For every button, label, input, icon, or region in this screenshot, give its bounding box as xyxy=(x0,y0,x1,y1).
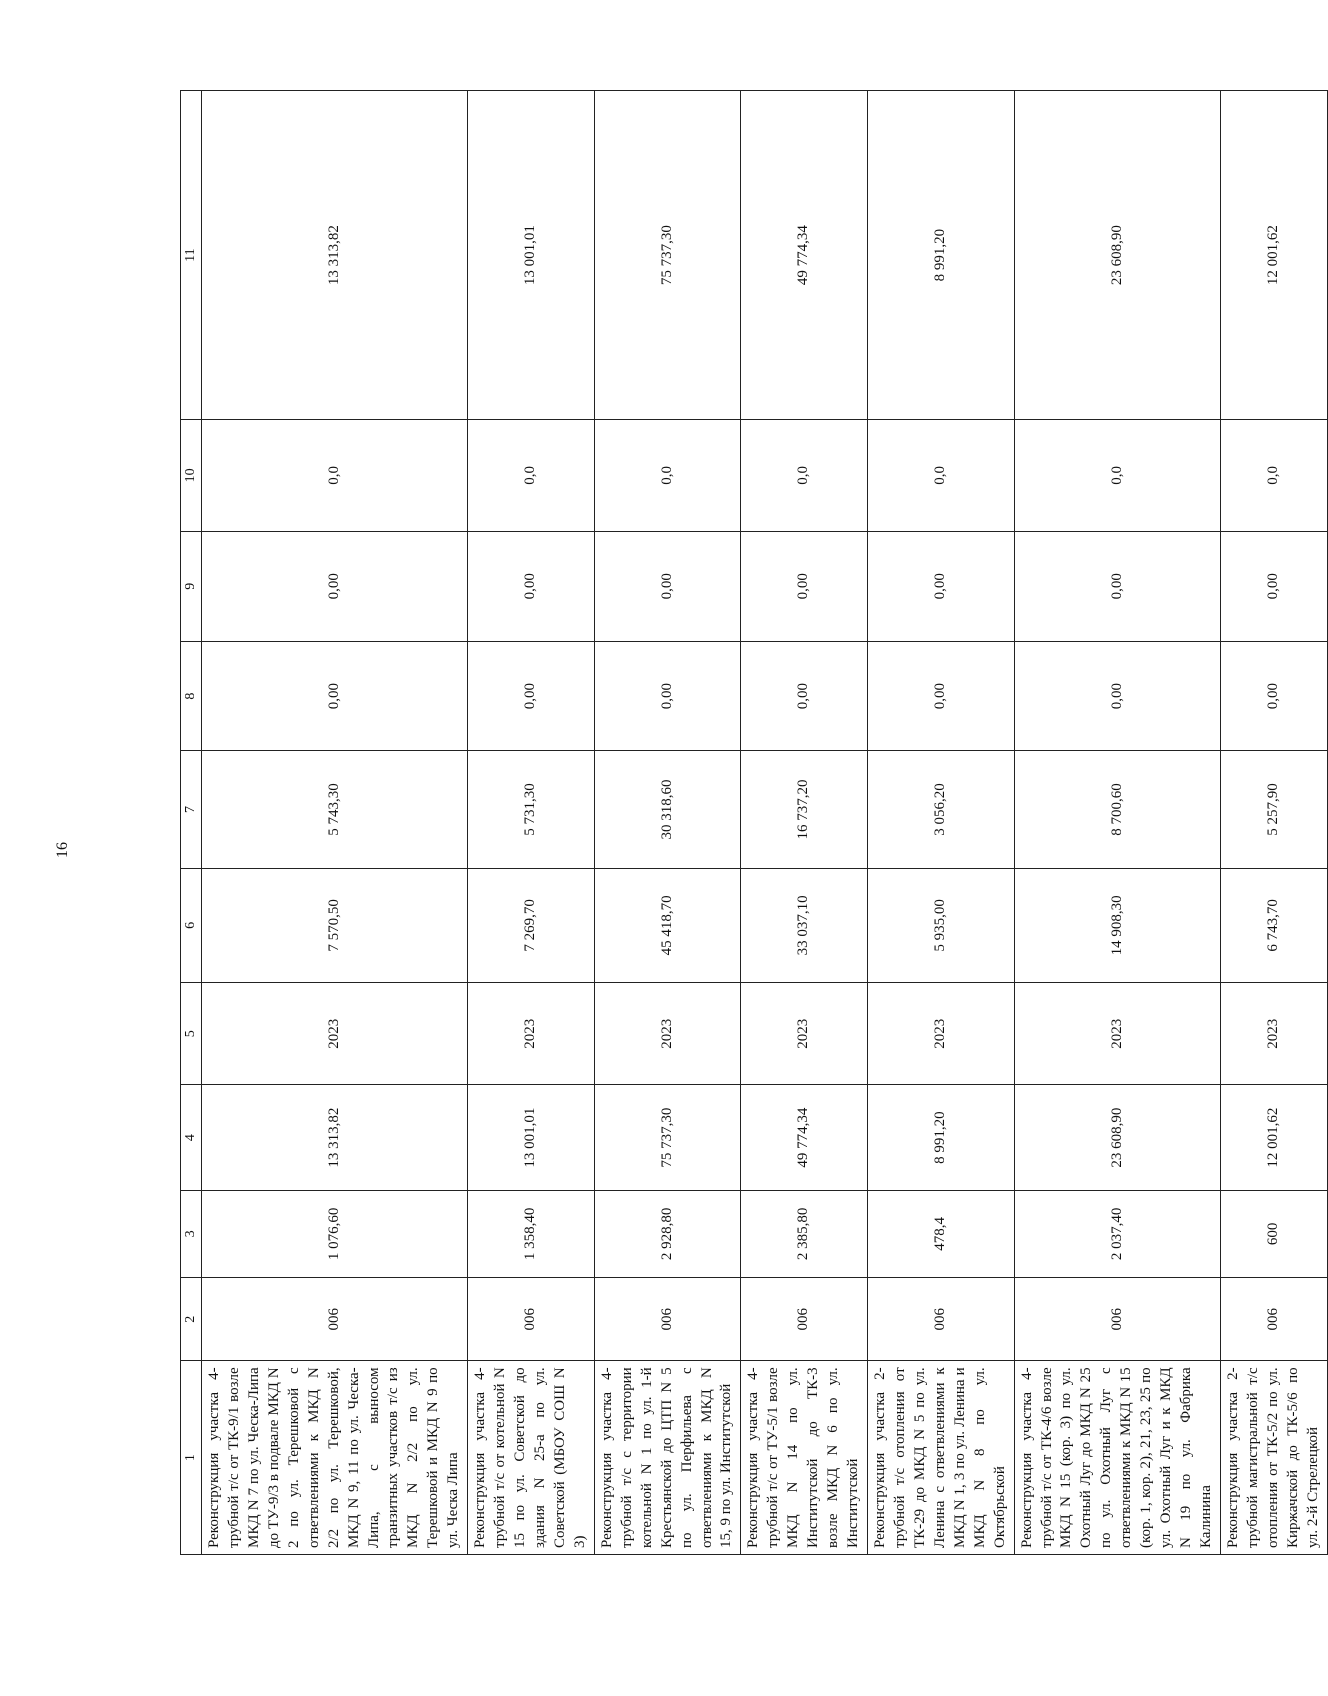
cost-col10-cell: 0,0 xyxy=(1014,420,1220,531)
code-cell: 006 xyxy=(1014,1278,1220,1361)
table-row xyxy=(1220,91,1327,1555)
cost-col10-cell: 0,0 xyxy=(594,420,741,531)
project-description-cell: Реконструкция участка 4-трубной т/с от ТК-9/1 возле МКД N 7 по ул. Ческа-Липа до ТУ-9/3 в подвале МКД N 2 по ул. Терешковой с ответвлениями к МКД N 2/2 по ул. Терешковой, МКД N 9, 11 по ул. Ческа-Липа, с выносом транзитных участков т/с из МКД N 2/2 по ул. Терешковой и МКД N 9 по ул. Ческа Липа xyxy=(202,1361,468,1555)
project-description-cell: Реконструкция участка 4-трубной т/с от котельной N 15 по ул. Советской до здания N 25-а по ул. Советской (МБОУ СОШ N 3) xyxy=(468,1361,595,1555)
cost-col6-cell: 14 908,30 xyxy=(1014,868,1220,982)
cost-col8-cell: 0,00 xyxy=(1220,641,1327,750)
project-description-cell: Реконструкция участка 4-трубной т/с от ТУ-5/1 возле МКД N 14 по ул. Институтской до ТК-3 возле МКД N 6 по ул. Институтской xyxy=(741,1361,868,1555)
header-cell: 11 xyxy=(181,91,202,420)
cost-col8-cell: 0,00 xyxy=(741,641,868,750)
cost-col8-cell: 0,00 xyxy=(1014,641,1220,750)
code-cell: 006 xyxy=(1220,1278,1327,1361)
header-cell: 8 xyxy=(181,641,202,750)
project-description-cell: Реконструкция участка 2-трубной магистральной т/с отопления от ТК-5/2 по ул. Киржачской до ТК-5/6 по ул. 2-й Стрелецкой xyxy=(1220,1361,1327,1555)
year-cell: 2023 xyxy=(202,983,468,1085)
length-cell: 2 928,80 xyxy=(594,1190,741,1277)
header-cell: 6 xyxy=(181,868,202,982)
header-cell: 4 xyxy=(181,1085,202,1190)
cost-col10-cell: 0,0 xyxy=(868,420,1015,531)
length-cell: 2 385,80 xyxy=(741,1190,868,1277)
cost-col10-cell: 0,0 xyxy=(468,420,595,531)
table-row xyxy=(868,91,1015,1555)
cost-col11-cell: 8 991,20 xyxy=(868,91,1015,420)
project-description-cell: Реконструкция участка 4-трубной т/с от ТК-4/6 возле МКД N 15 (кор. 3) по ул. Охотный Луг до МКД N 25 по ул. Охотный Луг с ответвлениями к МКД N 15 (кор. 1, кор. 2), 21, 23, 25 по ул. Охотный Луг и к МКД N 19 по ул. Фабрика Калинина xyxy=(1014,1361,1220,1555)
total-cost-cell: 23 608,90 xyxy=(1014,1085,1220,1190)
cost-col10-cell: 0,0 xyxy=(741,420,868,531)
total-cost-cell: 12 001,62 xyxy=(1220,1085,1327,1190)
header-cell: 1 xyxy=(181,1361,202,1555)
cost-col8-cell: 0,00 xyxy=(202,641,468,750)
cost-col7-cell: 5 257,90 xyxy=(1220,751,1327,868)
header-cell: 9 xyxy=(181,531,202,641)
cost-col6-cell: 7 570,50 xyxy=(202,868,468,982)
cost-col7-cell: 30 318,60 xyxy=(594,751,741,868)
table-row xyxy=(1014,91,1220,1555)
cost-col6-cell: 33 037,10 xyxy=(741,868,868,982)
year-cell: 2023 xyxy=(1220,983,1327,1085)
cost-col11-cell: 49 774,34 xyxy=(741,91,868,420)
length-cell: 1 076,60 xyxy=(202,1190,468,1277)
header-cell: 10 xyxy=(181,420,202,531)
length-cell: 600 xyxy=(1220,1190,1327,1277)
year-cell: 2023 xyxy=(468,983,595,1085)
cost-col9-cell: 0,00 xyxy=(1220,531,1327,641)
header-cell: 3 xyxy=(181,1190,202,1277)
rotated-table-container xyxy=(180,90,1321,1555)
cost-col6-cell: 6 743,70 xyxy=(1220,868,1327,982)
cost-col9-cell: 0,00 xyxy=(868,531,1015,641)
header-cell: 2 xyxy=(181,1278,202,1361)
cost-col11-cell: 13 313,82 xyxy=(202,91,468,420)
length-cell: 478,4 xyxy=(868,1190,1015,1277)
length-cell: 2 037,40 xyxy=(1014,1190,1220,1277)
cost-col9-cell: 0,00 xyxy=(594,531,741,641)
cost-col6-cell: 45 418,70 xyxy=(594,868,741,982)
cost-col7-cell: 8 700,60 xyxy=(1014,751,1220,868)
page-number: 16 xyxy=(54,842,71,858)
table-row xyxy=(741,91,868,1555)
code-cell: 006 xyxy=(868,1278,1015,1361)
project-description-cell: Реконструкция участка 2-трубной т/с отопления от ТК-29 до МКД N 5 по ул. Ленина с ответвлениями к МКД N 1, 3 по ул. Ленина и МКД N 8 по ул. Октябрьской xyxy=(868,1361,1015,1555)
code-cell: 006 xyxy=(468,1278,595,1361)
header-cell: 7 xyxy=(181,751,202,868)
cost-col9-cell: 0,00 xyxy=(468,531,595,641)
project-description-cell: Реконструкция участка 4-трубной т/с с территории котельной N 1 по ул. 1-й Крестьянской до ЦТП N 5 по ул. Перфильева с ответвлениями к МКД N 15, 9 по ул. Институтской xyxy=(594,1361,741,1555)
code-cell: 006 xyxy=(202,1278,468,1361)
length-cell: 1 358,40 xyxy=(468,1190,595,1277)
code-cell: 006 xyxy=(594,1278,741,1361)
cost-col7-cell: 5 731,30 xyxy=(468,751,595,868)
header-row xyxy=(181,91,202,1555)
cost-col11-cell: 23 608,90 xyxy=(1014,91,1220,420)
cost-col9-cell: 0,00 xyxy=(202,531,468,641)
header-cell: 5 xyxy=(181,983,202,1085)
table-body xyxy=(181,91,1328,1555)
cost-col8-cell: 0,00 xyxy=(594,641,741,750)
cost-col10-cell: 0,0 xyxy=(1220,420,1327,531)
cost-col8-cell: 0,00 xyxy=(868,641,1015,750)
cost-col6-cell: 5 935,00 xyxy=(868,868,1015,982)
year-cell: 2023 xyxy=(594,983,741,1085)
total-cost-cell: 8 991,20 xyxy=(868,1085,1015,1190)
total-cost-cell: 75 737,30 xyxy=(594,1085,741,1190)
table-row xyxy=(202,91,468,1555)
cost-col11-cell: 13 001,01 xyxy=(468,91,595,420)
code-cell: 006 xyxy=(741,1278,868,1361)
total-cost-cell: 49 774,34 xyxy=(741,1085,868,1190)
year-cell: 2023 xyxy=(1014,983,1220,1085)
cost-col7-cell: 3 056,20 xyxy=(868,751,1015,868)
cost-col9-cell: 0,00 xyxy=(741,531,868,641)
cost-col8-cell: 0,00 xyxy=(468,641,595,750)
cost-col6-cell: 7 269,70 xyxy=(468,868,595,982)
cost-col7-cell: 16 737,20 xyxy=(741,751,868,868)
cost-col9-cell: 0,00 xyxy=(1014,531,1220,641)
investment-table xyxy=(180,90,1328,1555)
cost-col10-cell: 0,0 xyxy=(202,420,468,531)
table-row xyxy=(468,91,595,1555)
cost-col11-cell: 75 737,30 xyxy=(594,91,741,420)
total-cost-cell: 13 313,82 xyxy=(202,1085,468,1190)
total-cost-cell: 13 001,01 xyxy=(468,1085,595,1190)
cost-col11-cell: 12 001,62 xyxy=(1220,91,1327,420)
table-row xyxy=(594,91,741,1555)
year-cell: 2023 xyxy=(741,983,868,1085)
cost-col7-cell: 5 743,30 xyxy=(202,751,468,868)
year-cell: 2023 xyxy=(868,983,1015,1085)
